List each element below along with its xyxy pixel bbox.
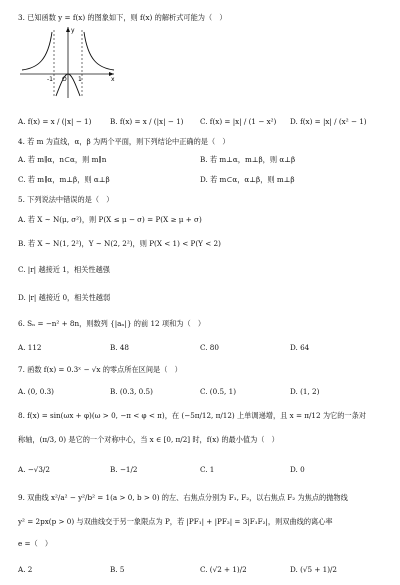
q4-option-d: D. 若 m⊂α，α⊥β，则 m⊥β (200, 175, 295, 184)
q5-option-d: D. |r| 越接近 0，相关性越弱 (18, 293, 111, 302)
q7-option-c: C. (0.5, 1) (200, 387, 236, 396)
q8-stem-line-1: 8. f(x) = sin(ωx + φ)(ω > 0, −π < φ < π)，在 (−5π/12, π/12) 上单调递增，且 x = π/12 为它的一条对 (18, 411, 366, 420)
q8-option-c: C. 1 (200, 465, 215, 474)
q9-stem-line-3: e =（ ） (18, 539, 53, 548)
q6-option-c: C. 80 (200, 343, 219, 352)
q5-option-a: A. 若 X ~ N(μ, σ²)，则 P(X ≤ μ − σ) = P(X ≥ μ + σ) (18, 215, 202, 224)
q3-function-graph (18, 24, 118, 100)
q3-option-a: A. f(x) = x / (|x| − 1) (18, 117, 92, 126)
q9-option-c: C. (√2 + 1)/2 (200, 565, 247, 574)
q3-graph-axis-x: x (111, 76, 115, 83)
q9-option-a: A. 2 (18, 565, 33, 574)
q6-option-d: D. 64 (290, 343, 310, 352)
q5-stem: 5. 下列说法中错误的是（ ） (18, 195, 114, 204)
q7-option-a: A. (0, 0.3) (18, 387, 54, 396)
q3-stem: 3. 已知函数 y = f(x) 的图象如下，则 f(x) 的解析式可能为（ ） (18, 13, 227, 22)
q3-graph-label-origin: O (62, 76, 67, 83)
q8-option-a: A. −√3/2 (18, 465, 50, 474)
q5-option-b: B. 若 X ~ N(1, 2²)，Y ~ N(2, 2²)，则 P(X < 1) < P(Y < 2) (18, 239, 221, 248)
q4-option-b: B. 若 m⊥α，m⊥β，则 α⊥β (200, 155, 296, 164)
q7-option-b: B. (0.3, 0.5) (110, 387, 153, 396)
q4-stem: 4. 若 m 为直线，α，β 为两个平面，则下列结论中正确的是（ ） (18, 137, 230, 146)
q4-option-c: C. 若 m∥α，m⊥β，则 α⊥β (18, 175, 110, 184)
q6-stem: 6. Sₙ = −n² + 8n，则数列 {|aₙ|} 的前 12 项和为（ ） (18, 319, 206, 328)
q7-stem: 7. 函数 f(x) = 0.3ˣ − √x 的零点所在区间是（ ） (18, 365, 182, 374)
q3-option-c: C. f(x) = |x| / (1 − x²) (200, 117, 277, 126)
q6-option-b: B. 48 (110, 343, 129, 352)
q8-option-d: D. 0 (290, 465, 305, 474)
q9-option-d: D. (√5 + 1)/2 (290, 565, 337, 574)
q4-option-a: A. 若 m∥α，n⊂α，则 m∥n (18, 155, 107, 164)
q5-option-c: C. |r| 越接近 1，相关性越强 (18, 265, 110, 274)
q6-option-a: A. 112 (18, 343, 42, 352)
q8-option-b: B. −1/2 (110, 465, 138, 474)
q9-stem-line-2: y² = 2px(p > 0) 与双曲线交于另一象限点为 P，若 |PF₁| + |PF₂| = 3|F₁F₂|，则双曲线的离心率 (18, 517, 333, 526)
q7-option-d: D. (1, 2) (290, 387, 320, 396)
q3-graph-label-neg1: -1 (47, 76, 53, 83)
q8-stem-line-2: 称轴，(π/3, 0) 是它的一个对称中心，当 x ∈ [0, π/2] 时，f(x) 的最小值为（ ） (18, 435, 279, 444)
q3-option-d: D. f(x) = |x| / (x² − 1) (290, 117, 367, 126)
q9-stem-line-1: 9. 双曲线 x²/a² − y²/b² = 1(a > 0, b > 0) 的左、右焦点分别为 F₁, F₂，以右焦点 F₂ 为焦点的抛物线 (18, 493, 348, 502)
q3-graph-axis-y: y (71, 27, 75, 34)
q3-option-b: B. f(x) = x / (|x| − 1) (110, 117, 184, 126)
q3-graph-label-1: 1 (78, 76, 82, 83)
q9-option-b: B. 5 (110, 565, 125, 574)
